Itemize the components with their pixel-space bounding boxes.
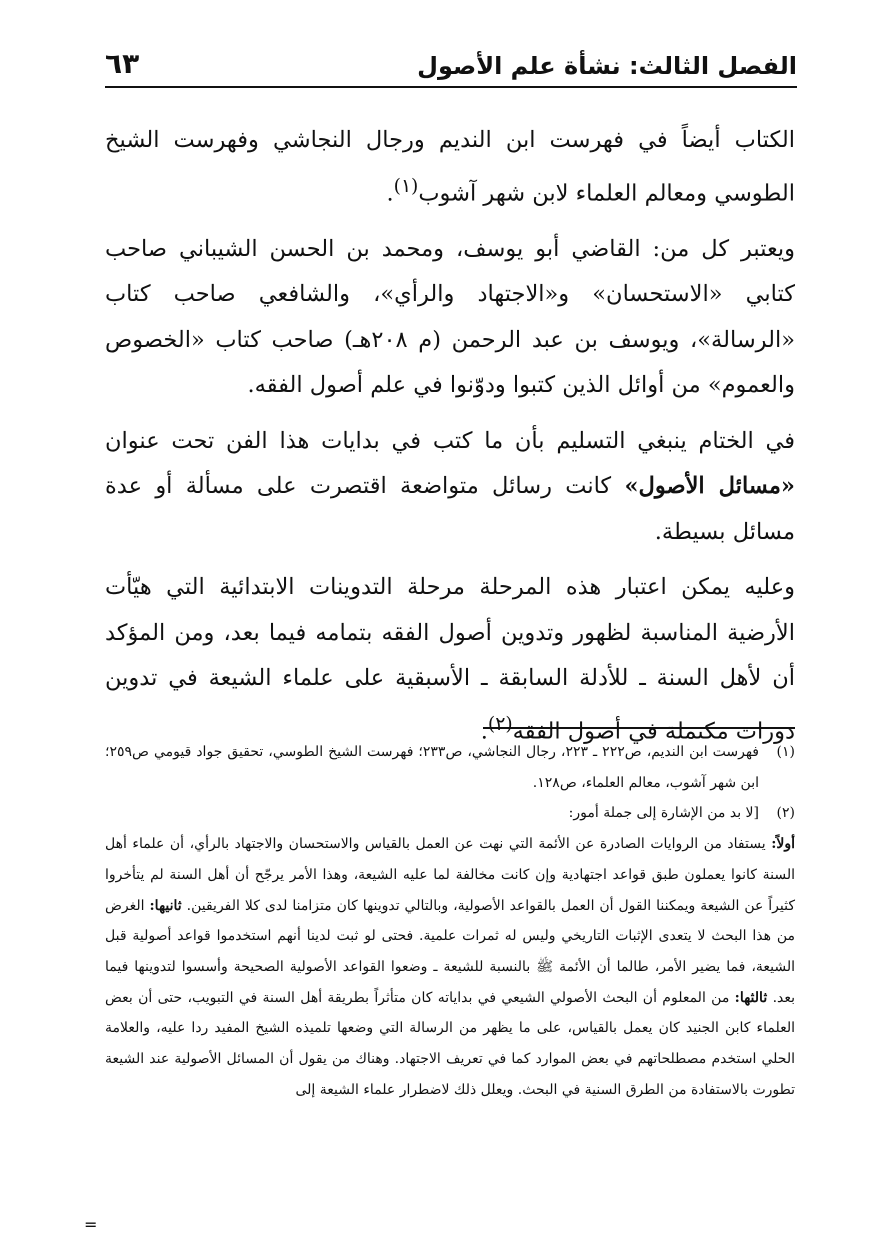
page-number: ٦٣	[105, 47, 140, 80]
footnote-1	[105, 737, 795, 798]
paragraph-4: وعليه يمكن اعتبار هذه المرحلة مرحلة التدوينات الابتدائية التي هيّأت الأرضية المناسبة لظهور وتدوين أصول الفقه بتمامه فيما بعد، ومن المؤكد أن لأهل السنة ـ للأدلة السابقة ـ الأسبقية على علماء الشيعة في تدوين دورات مكتملة في أصول الفقه$^{(٢)}$.	[105, 574, 795, 744]
third-point-text: من المعلوم أن البحث الأصولي الشيعي في بداياته كان متأثراً بطريقة أهل السنة في التبويب، حتى أن بعض العلماء كابن الجنيد كان يعمل بالقياس، على ما يظهر من الرسالة التي وضعها تلميذه الشيخ المفيد ردا عليه، والعلامة الحلي استخدم مصطلحاتهم في بعض الموارد كما في تعريف الاجتهاد. وهناك من يقول أن المسائل الأصولية عند الشيعة تطورت بالاستفادة من الطرق السنية في البحث. ويعلل ذلك لاضطرار علماء الشيعة إلى	[105, 989, 795, 1098]
footnote-1-number: (١)	[776, 744, 795, 760]
second-point-label: ثانيها:	[149, 897, 182, 914]
footnote-2	[105, 798, 795, 829]
second-point-text: الغرض من هذا البحث لا يتعدى الإثبات التاريخي وليس له ثمرات علمية. فحتى لو ثبت لدينا أنهم استخدموا قواعد أصولية قبل الشيعة، فما يضير الأمر، طالما أن الأئمة ﷺ بالنسبة للشيعة ـ وضعوا القواعد الأصولية الصحيحة وأسسوا لتدوينها فيما بعد.	[105, 897, 796, 1006]
footnote-2-body	[105, 829, 795, 1105]
paragraph-2: ويعتبر كل من: القاضي أبو يوسف، ومحمد بن الحسن الشيباني صاحب كتابي «الاستحسان» و«الاجتهاد والرأي»، والشافعي صاحب كتاب «الرسالة»، ويوسف بن عبد الرحمن (م ٢٠٨هـ) صاحب كتاب «الخصوص والعموم» من أوائل الذين كتبوا ودوّنوا في علم أصول الفقه.	[105, 235, 795, 398]
paragraph-3-text-b: كانت رسائل متواضعة اقتصرت على مسألة أو عدة مسائل بسيطة.	[105, 473, 795, 545]
first-point-label: أولاً:	[771, 836, 795, 853]
paragraph-4-text: وعليه يمكن اعتبار هذه المرحلة مرحلة التدوينات الابتدائية التي هيّأت الأرضية المناسبة لظهور وتدوين أصول الفقه بتمامه فيما بعد، ومن المؤكد أن لأهل السنة ـ للأدلة السابقة ـ الأسبقية على علماء الشيعة في تدوين دورات مكتملة في أصول الفقه	[105, 574, 795, 744]
first-point-text: يستفاد من الروايات الصادرة عن الأئمة التي نهت عن العمل بالقياس والاستحسان والاجتهاد بالرأي، أن علماء أهل السنة كانوا يعملون طبق قواعد اجتهادية وإن كانت مخالفة لما عليه الشيعة، وهذا الأمر يرجّح أن أهل السنة لم يتأخروا كثيراً عن الشيعة ويمكننا القول أن العمل بالقواعد الأصولية، وبالتالي تدوينها كان متزامنا لدى كلا الفريقين.	[105, 836, 795, 914]
paragraph-3-bold-term: «مسائل الأصول»	[624, 473, 795, 499]
paragraph-1-text: الكتاب أيضاً في فهرست ابن النديم ورجال النجاشي وفهرست الشيخ الطوسي ومعالم العلماء لابن شهر آشوب	[105, 127, 795, 206]
footnote-2-number: (٢)	[776, 805, 795, 822]
third-point-label: ثالثها:	[734, 989, 768, 1006]
paragraph-3	[105, 419, 795, 556]
running-header	[105, 36, 797, 88]
continuation-mark: =	[84, 1215, 98, 1234]
paragraph-3-text-a: في الختام ينبغي التسليم بأن ما كتب في بدايات هذا الفن تحت عنوان	[105, 427, 795, 454]
footnote-2-intro: [لا بد من الإشارة إلى جملة أمور:	[568, 805, 759, 822]
footnote-separator	[483, 727, 795, 729]
footnotes	[105, 737, 795, 1105]
footnote-ref-2: (٢)	[487, 713, 513, 735]
main-text	[105, 118, 795, 765]
footnote-ref-1: (١)	[393, 175, 419, 197]
paragraph-1: الكتاب أيضاً في فهرست ابن النديم ورجال النجاشي وفهرست الشيخ الطوسي ومعالم العلماء لابن شهر آشوب$^{(١)}$.	[105, 127, 795, 206]
footnote-1-text: فهرست ابن النديم، ص٢٢٢ ـ ٢٢٣، رجال النجاشي، ص٢٣٣؛ فهرست الشيخ الطوسي، تحقيق جواد قيومي ص٢٥٩؛ ابن شهر آشوب، معالم العلماء، ص١٢٨.	[105, 744, 759, 791]
chapter-title: الفصل الثالث: نشأة علم الأصول	[417, 52, 797, 80]
